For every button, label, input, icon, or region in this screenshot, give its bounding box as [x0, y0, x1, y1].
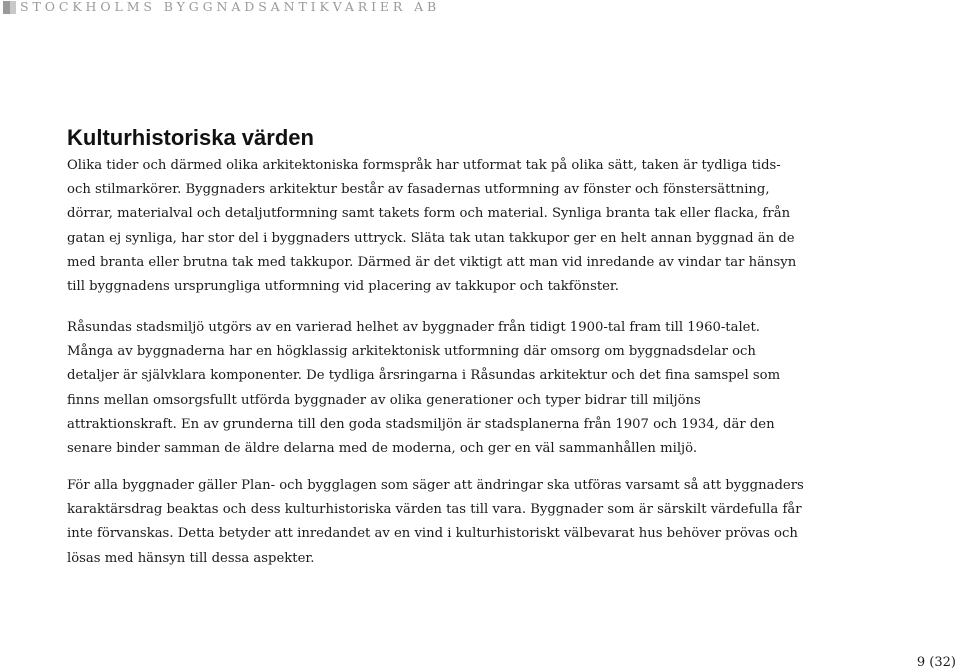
paragraph-line: attraktionskraft. En av grunderna till den goda stadsmiljön är stadsplanerna från 1907 och 1934, där den: [67, 416, 775, 432]
paragraph-line: inte förvanskas. Detta betyder att inredandet av en vind i kulturhistoriskt välbevarat hus behöver prövas och: [67, 526, 798, 542]
paragraph-line: finns mellan omsorgsfullt utförda byggnader av olika generationer och typer bidrar till miljöns: [67, 392, 701, 408]
paragraph-line: gatan ej synliga, har stor del i byggnaders uttryck. Släta tak utan takkupor ger en helt annan byggnad än de: [67, 230, 795, 246]
page-number: 9 (32): [916, 655, 956, 670]
paragraph-line: till byggnadens ursprungliga utformning vid placering av takkupor och takfönster.: [67, 279, 619, 295]
paragraph-line: lösas med hänsyn till dessa aspekter.: [67, 550, 315, 566]
paragraph-line: Många av byggnaderna har en högklassig arkitektonisk utformning där omsorg om byggnadsdelar och: [67, 344, 756, 360]
paragraph-line: detaljer är självklara komponenter. De tydliga årsringarna i Råsundas arkitektur och det fina samspel som: [67, 368, 781, 384]
paragraph-2: [67, 316, 781, 461]
paragraph-line: med branta eller brutna tak med takkupor. Därmed är det viktigt att man vid inredande av vindar tar hänsyn: [67, 254, 797, 270]
paragraph-line: och stilmarkörer. Byggnaders arkitektur består av fasadernas utformning av fönster och fönstersättning,: [67, 182, 770, 198]
organization-name: STOCKHOLMS BYGGNADSANTIKVARIER AB: [20, 0, 441, 14]
section-heading: Kulturhistoriska värden: [67, 125, 314, 150]
paragraph-line: Olika tider och därmed olika arkitektoniska formspråk har utformat tak på olika sätt, taken är tydliga tids-: [67, 158, 781, 173]
paragraph-line: dörrar, materialval och detaljutformning samt takets form och material. Synliga branta tak eller flacka, från: [67, 206, 791, 222]
logo-mark-icon: [3, 1, 16, 14]
paragraph-1: [67, 154, 797, 299]
paragraph-line: Råsundas stadsmiljö utgörs av en varierad helhet av byggnader från tidigt 1900-tal fram till 1960-talet.: [67, 320, 760, 335]
paragraph-3: [67, 474, 804, 571]
paragraph-line: karaktärsdrag beaktas och dess kulturhistoriska värden tas till vara. Byggnader som är särskilt värdefulla får: [67, 502, 802, 518]
paragraph-line: För alla byggnader gäller Plan- och bygglagen som säger att ändringar ska utföras varsamt så att byggnaders: [67, 478, 804, 493]
paragraph-line: senare binder samman de äldre delarna med de moderna, och ger en väl sammanhållen miljö.: [67, 441, 698, 457]
document-header: [3, 0, 440, 14]
